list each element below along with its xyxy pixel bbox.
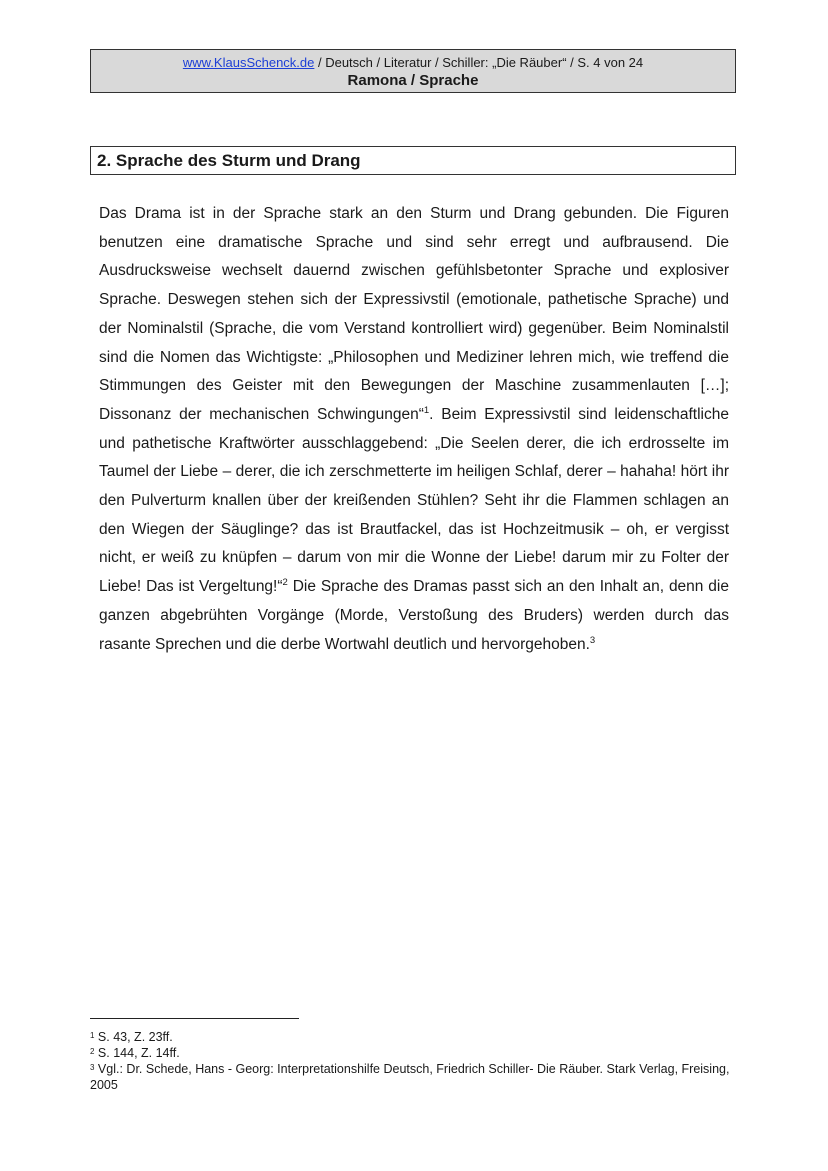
header-subtitle: Ramona / Sprache xyxy=(347,72,479,89)
site-link[interactable]: www.KlausSchenck.de xyxy=(182,55,315,70)
body-text-part-1: Das Drama ist in der Sprache stark an den Sturm und Drang gebunden. Die Figuren benutzen eine dramatische Sprache und sind sehr erregt und aufbrausend. Die Ausdrucksweise wechselt dauernd zwischen gefühlsbetonter Sprache und explosiver Sprache. Deswegen stehen sich der Expressivstil (emotionale, pathetische Sprache) und der Nominalstil (Sprache, die vom Verstand kontrolliert wird) gegenüber. Beim Nominalstil sind die Nomen das Wichtigste: „Philosophen und Mediziner lehren mich, wie treffend die Stimmungen des Geister mit den Bewegungen der Maschine zusammenlauten […]; Dissonanz der mechanischen Schwingungen“ xyxy=(99,205,729,423)
header-breadcrumb: / Deutsch / Literatur / Schiller: „Die Räuber“ / S. 4 von 24 xyxy=(314,55,644,70)
body-text-part-2: . Beim Expressivstil sind leidenschaftliche und pathetische Kraftwörter ausschlaggebend: „Die Seelen derer, die ich erdrosselte im Taumel der Liebe – derer, die ich zerschmetterte im heiligen Schlaf, derer – hahaha! hört ihr den Pulverturm knallen über der kreißenden Stühlen? Seht ihr die Flammen schlagen an den Wiegen der Säuglinge? das ist Brautfackel, das ist Hochzeitmusik – oh, er vergisst nicht, er weiß zu knüpfen – darum von mir die Wonne der Liebe! darum mir zu Folter der Liebe! Das ist Vergeltung!“ xyxy=(99,405,729,596)
section-heading: 2. Sprache des Sturm und Drang xyxy=(90,146,736,175)
footnote-item xyxy=(90,1029,730,1045)
footnote-ref-2: 2 xyxy=(282,577,288,589)
footnote-number: 3 xyxy=(90,1063,95,1072)
page-header xyxy=(90,49,736,93)
footnote-text: S. 144, Z. 14ff. xyxy=(94,1046,180,1060)
body-paragraph xyxy=(99,200,729,659)
footnote-ref-1: 1 xyxy=(423,404,430,416)
footnote-divider xyxy=(90,1018,299,1019)
footnotes xyxy=(90,1029,730,1093)
footnote-text: Vgl.: Dr. Schede, Hans - Georg: Interpretationshilfe Deutsch, Friedrich Schiller- Die Räuber. Stark Verlag, Freising, 2005 xyxy=(90,1062,730,1092)
body-text-part-3: Die Sprache des Dramas passt sich an den Inhalt an, denn die ganzen abgebrühten Vorgänge (Morde, Verstoßung des Bruders) werden durch das rasante Sprechen und die derbe Wortwahl deutlich und hervorgehoben. xyxy=(99,578,729,653)
footnote-number: 2 xyxy=(90,1047,95,1056)
footnote-text: S. 43, Z. 23ff. xyxy=(94,1030,173,1044)
footnote-item xyxy=(90,1045,730,1061)
footnote-ref-3: 3 xyxy=(589,634,596,646)
footnote-number: 1 xyxy=(90,1031,95,1040)
footnote-item xyxy=(90,1061,730,1093)
header-breadcrumb-line xyxy=(91,54,735,71)
